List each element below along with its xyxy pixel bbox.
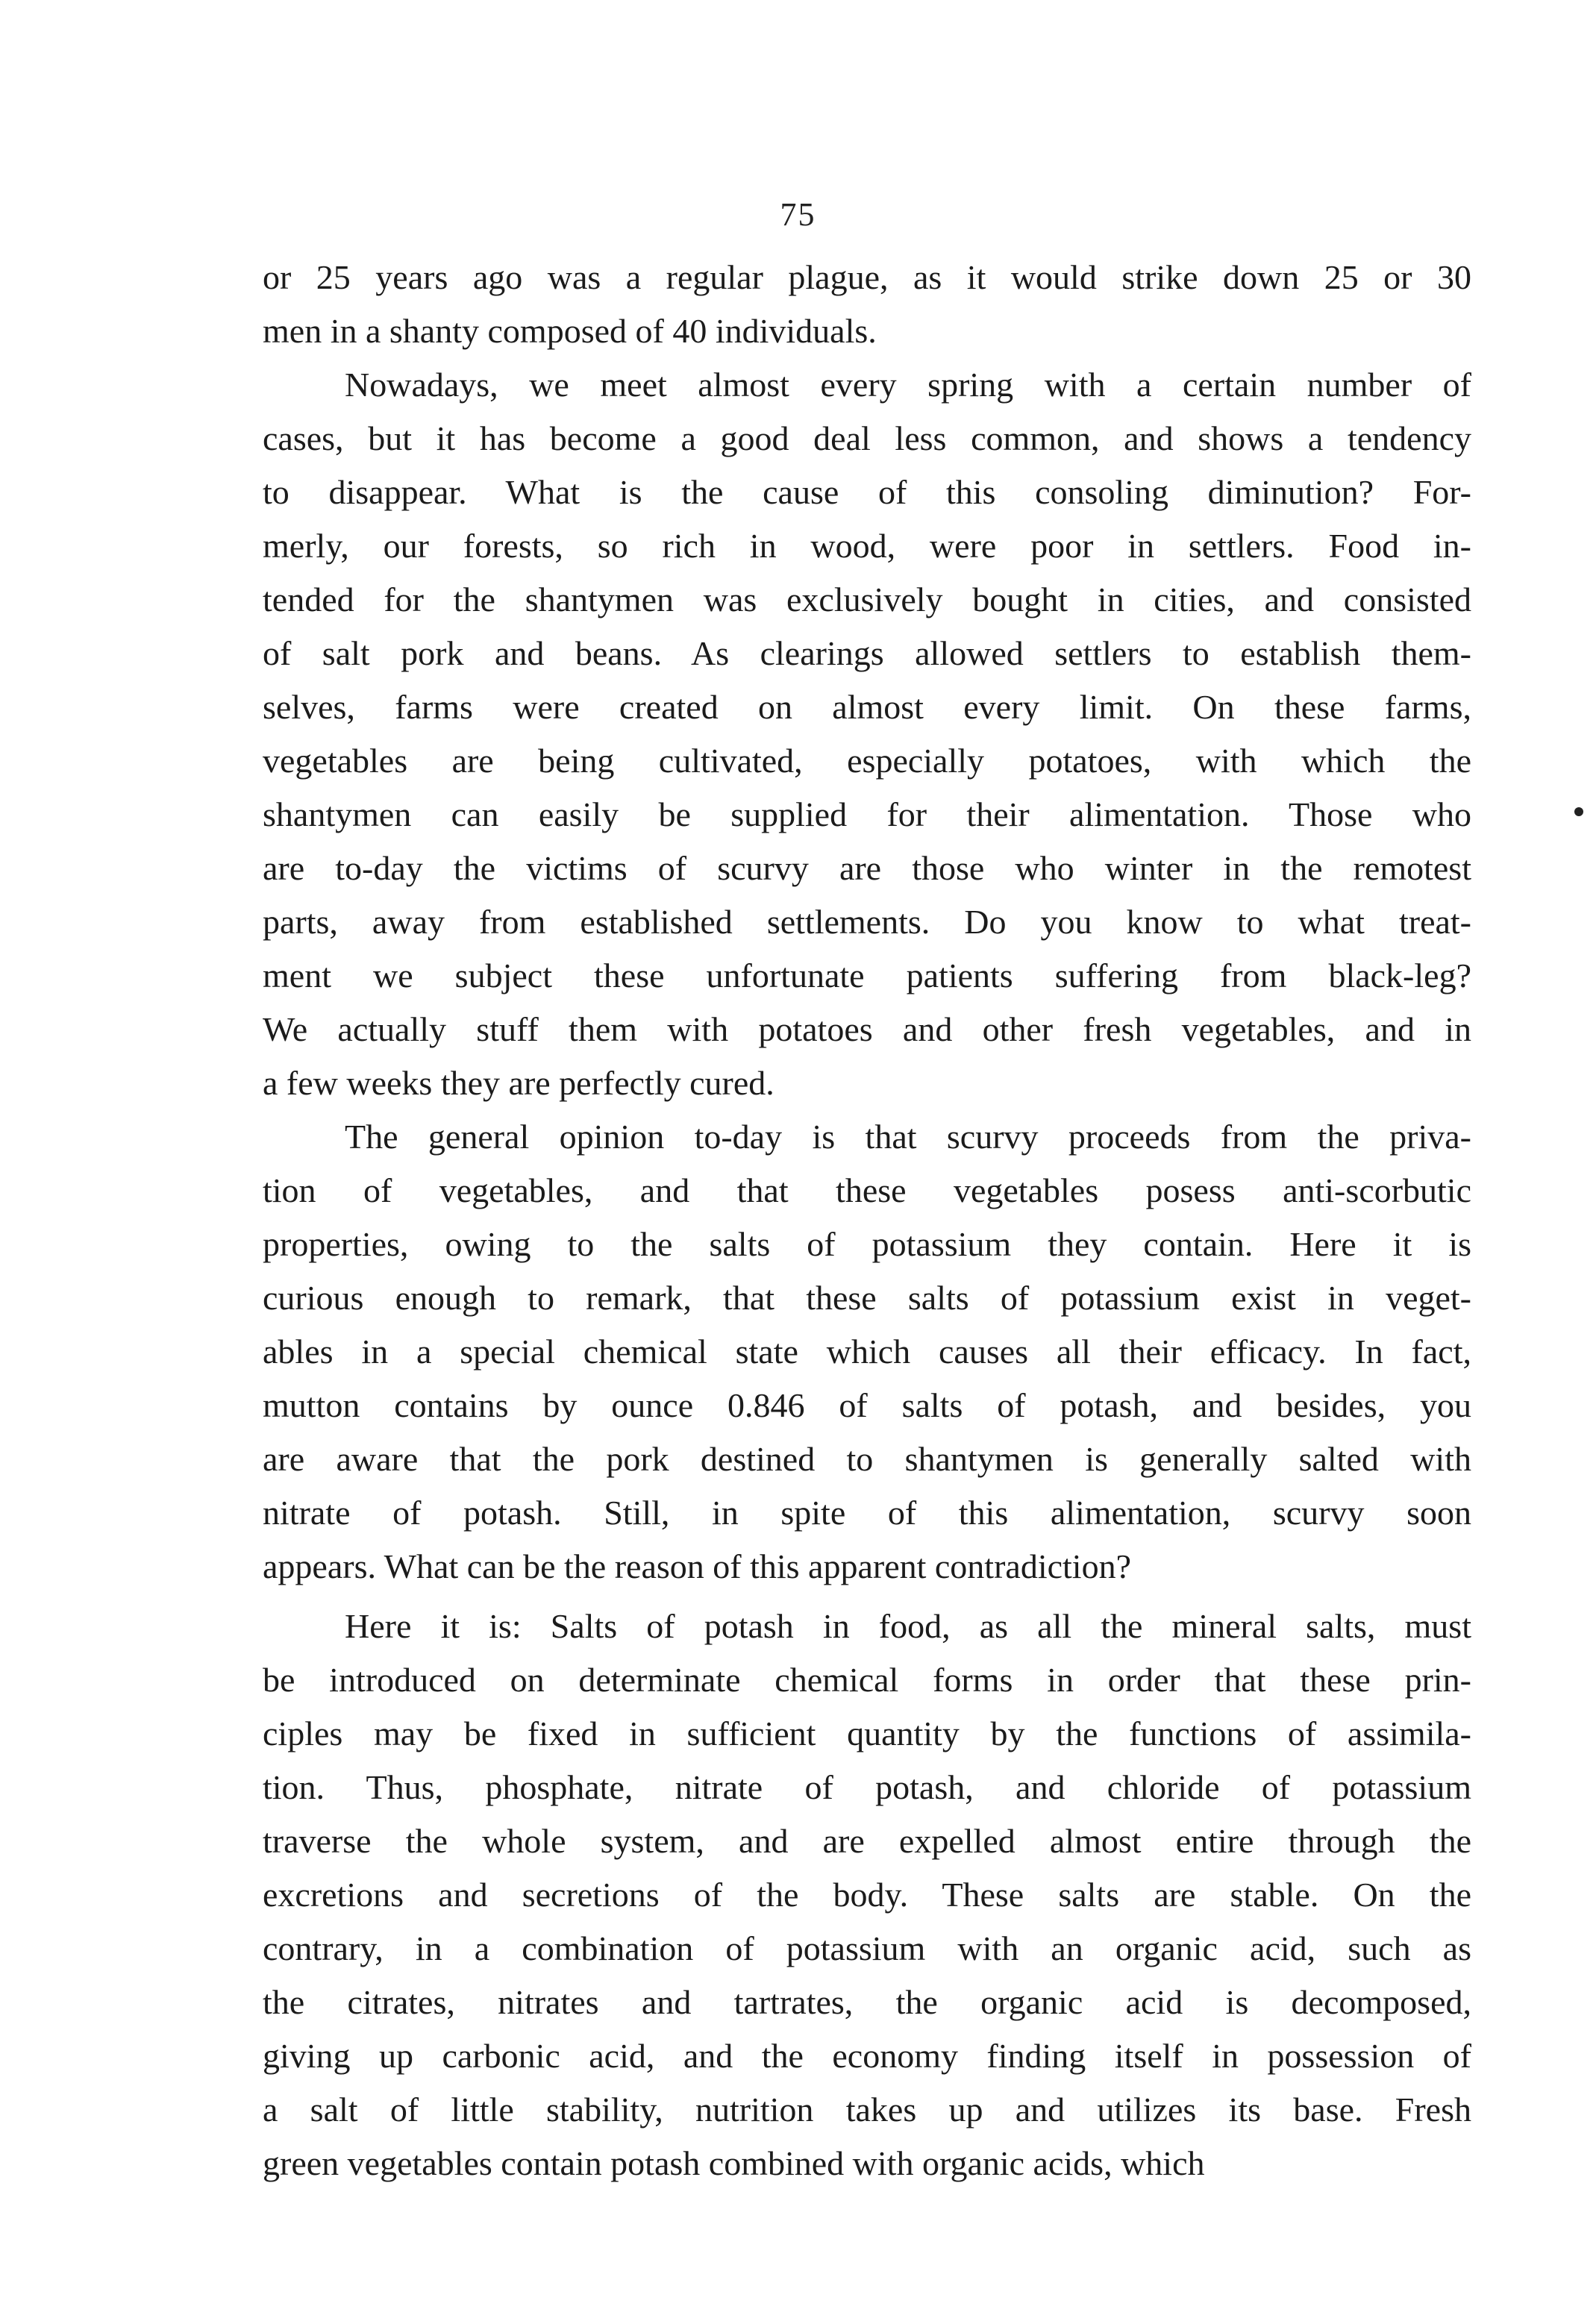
text-line: nitrate of potash. Still, in spite of this alimentation, scurvy soon xyxy=(263,1494,1471,1532)
text-line: tion of vegetables, and that these vegetables posess anti-scorbutic xyxy=(263,1171,1471,1209)
text-line: tion. Thus, phosphate, nitrate of potash, and chloride of potassium xyxy=(263,1768,1471,1806)
text-line: properties, owing to the salts of potassium they contain. Here it is xyxy=(263,1225,1471,1263)
text-line: ment we subject these unfortunate patients suffering from black-leg? xyxy=(263,956,1471,995)
text-line: men in a shanty composed of 40 individuals. xyxy=(263,312,877,350)
text-line: of salt pork and beans. As clearings allowed settlers to establish them- xyxy=(263,634,1471,672)
text-line: tended for the shantymen was exclusively bought in cities, and consisted xyxy=(263,580,1471,618)
text-line: ciples may be fixed in sufficient quantity by the functions of assimila- xyxy=(263,1714,1471,1753)
paragraph xyxy=(263,251,1471,358)
text-line: a few weeks they are perfectly cured. xyxy=(263,1064,774,1102)
text-line: The general opinion to-day is that scurvy proceeds from the priva- xyxy=(345,1118,1471,1156)
text-line: the citrates, nitrates and tartrates, the organic acid is decomposed, xyxy=(263,1983,1471,2021)
text-line: shantymen can easily be supplied for their alimentation. Those who xyxy=(263,795,1471,833)
print-speck xyxy=(1574,807,1583,816)
text-line: contrary, in a combination of potassium with an organic acid, such as xyxy=(263,1929,1471,1967)
text-line: excretions and secretions of the body. These salts are stable. On the xyxy=(263,1876,1471,1914)
paragraph xyxy=(263,1600,1471,2190)
text-line: giving up carbonic acid, and the economy finding itself in possession of xyxy=(263,2037,1471,2075)
paragraph xyxy=(263,358,1471,1110)
text-line: a salt of little stability, nutrition takes up and utilizes its base. Fresh xyxy=(263,2090,1471,2129)
text-line: vegetables are being cultivated, especially potatoes, with which the xyxy=(263,742,1471,780)
text-line: parts, away from established settlements. Do you know to what treat- xyxy=(263,903,1471,941)
paragraph xyxy=(263,1110,1471,1594)
text-line: green vegetables contain potash combined with organic acids, which xyxy=(263,2144,1205,2182)
text-line: are aware that the pork destined to shantymen is generally salted with xyxy=(263,1440,1471,1478)
text-line: Nowadays, we meet almost every spring with a certain number of xyxy=(345,366,1471,404)
text-line: mutton contains by ounce 0.846 of salts of potash, and besides, you xyxy=(263,1386,1471,1424)
text-line: selves, farms were created on almost every limit. On these farms, xyxy=(263,688,1471,726)
text-line: ables in a special chemical state which causes all their efficacy. In fact, xyxy=(263,1332,1471,1371)
text-line: or 25 years ago was a regular plague, as it would strike down 25 or 30 xyxy=(263,258,1471,296)
text-line: appears. What can be the reason of this apparent contradiction? xyxy=(263,1547,1131,1585)
paragraph-gap xyxy=(263,1594,1471,1600)
text-line: Here it is: Salts of potash in food, as all the mineral salts, must xyxy=(345,1607,1471,1645)
text-line: We actually stuff them with potatoes and other fresh vegetables, and in xyxy=(263,1010,1471,1048)
text-line: to disappear. What is the cause of this consoling diminution? For- xyxy=(263,473,1471,511)
text-line: be introduced on determinate chemical forms in order that these prin- xyxy=(263,1661,1471,1699)
text-line: merly, our forests, so rich in wood, were poor in settlers. Food in- xyxy=(263,527,1471,565)
text-line: traverse the whole system, and are expelled almost entire through the xyxy=(263,1822,1471,1860)
text-line: curious enough to remark, that these salts of potassium exist in veget- xyxy=(263,1279,1471,1317)
text-line: cases, but it has become a good deal less common, and shows a tendency xyxy=(263,419,1471,457)
text-line: are to-day the victims of scurvy are those who winter in the remotest xyxy=(263,849,1471,887)
page-number: 75 xyxy=(780,196,816,233)
body-text xyxy=(263,251,1471,2190)
